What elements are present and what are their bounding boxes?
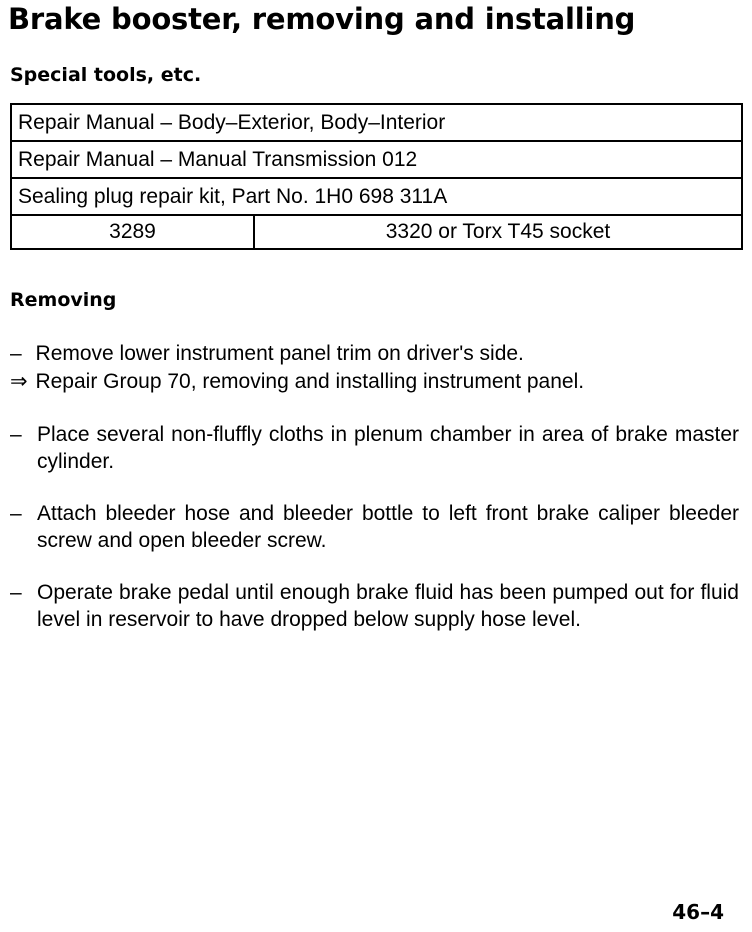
step-2-text: Place several non-fluffly cloths in plenum chamber in area of brake master cylinder. — [37, 423, 739, 473]
right-double-arrow-icon: ⇒ — [10, 370, 28, 393]
step-4 — [10, 579, 739, 633]
special-tools-heading: Special tools, etc. — [10, 64, 202, 86]
special-tools-table — [10, 103, 743, 250]
tool-number-cell: 3289 — [12, 216, 255, 248]
tools-split-row — [12, 216, 741, 250]
tools-row-text: Repair Manual – Manual Transmission 012 — [18, 147, 418, 171]
page-number: 46–4 — [672, 900, 724, 924]
page-title: Brake booster, removing and installing — [8, 2, 636, 36]
reference-line — [10, 369, 584, 395]
step-dash: – — [10, 423, 22, 446]
tools-row — [12, 105, 741, 142]
tools-row — [12, 179, 741, 216]
step-dash: – — [10, 581, 22, 604]
step-3 — [10, 500, 739, 554]
step-4-text: Operate brake pedal until enough brake fluid has been pumped out for fluid level in reservoir to have dropped below supply hose level. — [37, 581, 739, 631]
step-2 — [10, 421, 739, 475]
reference-text: Repair Group 70, removing and installing instrument panel. — [35, 370, 585, 393]
step-3-text: Attach bleeder hose and bleeder bottle to left front brake caliper bleeder screw and open bleeder screw. — [37, 502, 739, 552]
tools-row — [12, 142, 741, 179]
tool-socket-cell: 3320 or Torx T45 socket — [385, 220, 611, 243]
step-dash: – — [10, 502, 22, 525]
step-1 — [10, 341, 524, 367]
tools-row-text: Sealing plug repair kit, Part No. 1H0 698 311A — [18, 184, 448, 208]
step-1-text: Remove lower instrument panel trim on driver's side. — [35, 342, 524, 365]
tools-row-text: Repair Manual – Body–Exterior, Body–Interior — [18, 110, 446, 134]
step-dash: – — [10, 342, 22, 365]
removing-heading: Removing — [10, 289, 117, 311]
